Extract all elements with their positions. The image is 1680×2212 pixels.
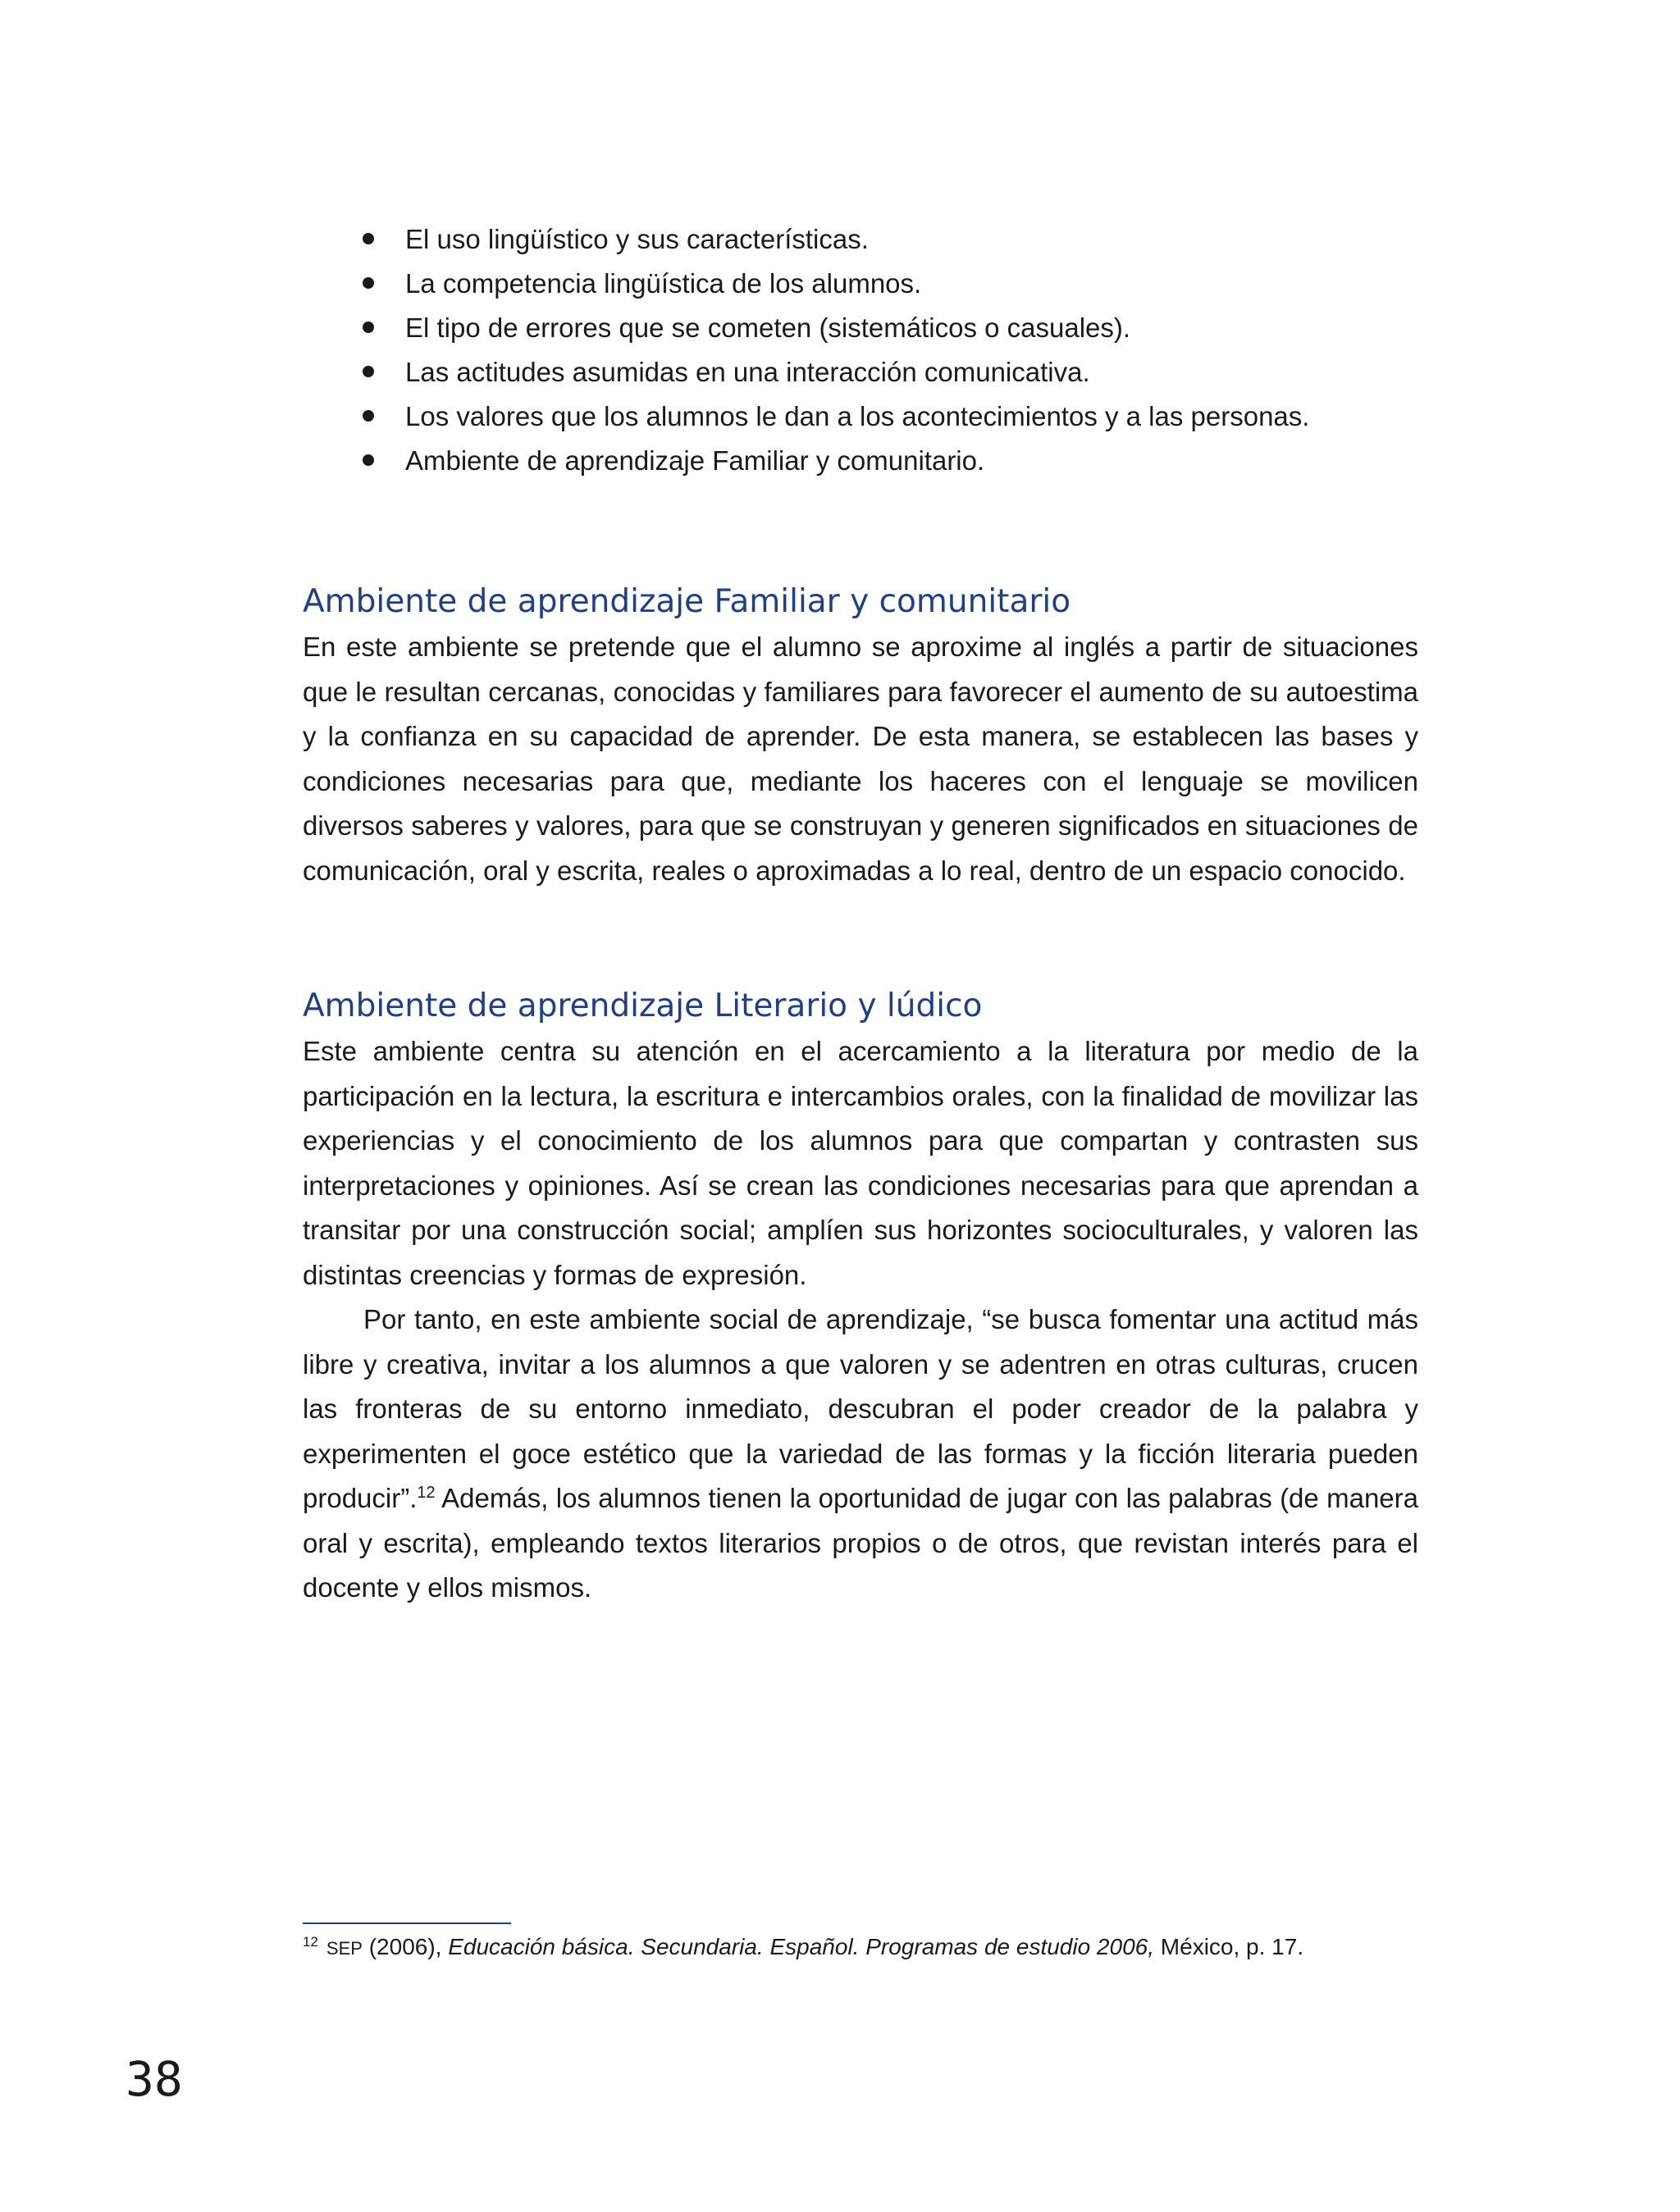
- list-item: Los valores que los alumnos le dan a los acontecimientos y a las personas.: [303, 395, 1418, 439]
- bullet-icon: [363, 277, 374, 289]
- list-item: La competencia lingüística de los alumnos.: [303, 262, 1418, 306]
- bullet-icon: [363, 233, 374, 244]
- bullet-icon: [363, 410, 374, 422]
- footnote-rest: México, p. 17.: [1154, 1934, 1304, 1959]
- footnote: [303, 1932, 1303, 1963]
- bullet-icon: [363, 454, 374, 466]
- footnote-reference[interactable]: 12: [417, 1484, 436, 1502]
- list-item: El uso lingüístico y sus características.: [303, 217, 1418, 262]
- list-item: El tipo de errores que se cometen (sistemáticos o casuales).: [303, 306, 1418, 350]
- bullet-list: [303, 217, 1418, 483]
- page-number: 38: [126, 2051, 183, 2107]
- list-item: Las actitudes asumidas en una interacción comunicativa.: [303, 350, 1418, 395]
- footnote-author: SEP: [326, 1938, 363, 1959]
- footnote-title: Educación básica. Secundaria. Español. Programas de estudio 2006,: [448, 1934, 1155, 1959]
- section-paragraph-literario-2: Por tanto, en este ambiente social de aprendizaje, “se busca fomentar una actitud más libre y creativa, invitar a los alumnos a que valoren y se adentren en otras culturas, crucen las fronteras de su entorno inmediato, descubran el poder creador de la palabra y experimenten el goce estético que la variedad de las formas y la ficción literaria pueden producir”.$^{12}$ Además, los alumnos tienen la oportunidad de jugar con las palabras (de manera oral y escrita), empleando textos literarios propios o de otros, que revistan interés para el docente y ellos mismos.: [303, 1304, 1418, 1603]
- footnote-year: (2006),: [362, 1934, 449, 1959]
- bullet-icon: [363, 322, 374, 333]
- bullet-icon: [363, 366, 374, 377]
- section-heading-literario: Ambiente de aprendizaje Literario y lúdico: [303, 987, 983, 1024]
- page-content: [303, 217, 1418, 1611]
- section-paragraph-familiar: En este ambiente se pretende que el alumno se aproxime al inglés a partir de situaciones que le resultan cercanas, conocidas y familiares para favorecer el aumento de su autoestima y la confianza en su capacidad de aprender. De esta manera, se establecen las bases y condiciones necesarias para que, mediante los haceres con el lenguaje se movilicen diversos saberes y valores, para que se construyan y generen significados en situaciones de comunicación, oral y escrita, reales o aproximadas a lo real, dentro de un espacio conocido.: [303, 632, 1418, 886]
- list-item: Ambiente de aprendizaje Familiar y comunitario.: [303, 439, 1418, 483]
- section-heading-familiar: Ambiente de aprendizaje Familiar y comunitario: [303, 583, 1071, 620]
- footnote-divider: [303, 1922, 511, 1924]
- footnote-number: 12: [303, 1933, 318, 1950]
- section-paragraph-literario-1: Este ambiente centra su atención en el acercamiento a la literatura por medio de la participación en la lectura, la escritura e intercambios orales, con la finalidad de movilizar las experiencias y el conocimiento de los alumnos para que compartan y contrasten sus interpretaciones y opiniones. Así se crean las condiciones necesarias para que aprendan a transitar por una construcción social; amplíen sus horizontes socioculturales, y valoren las distintas creencias y formas de expresión.: [303, 1036, 1418, 1290]
